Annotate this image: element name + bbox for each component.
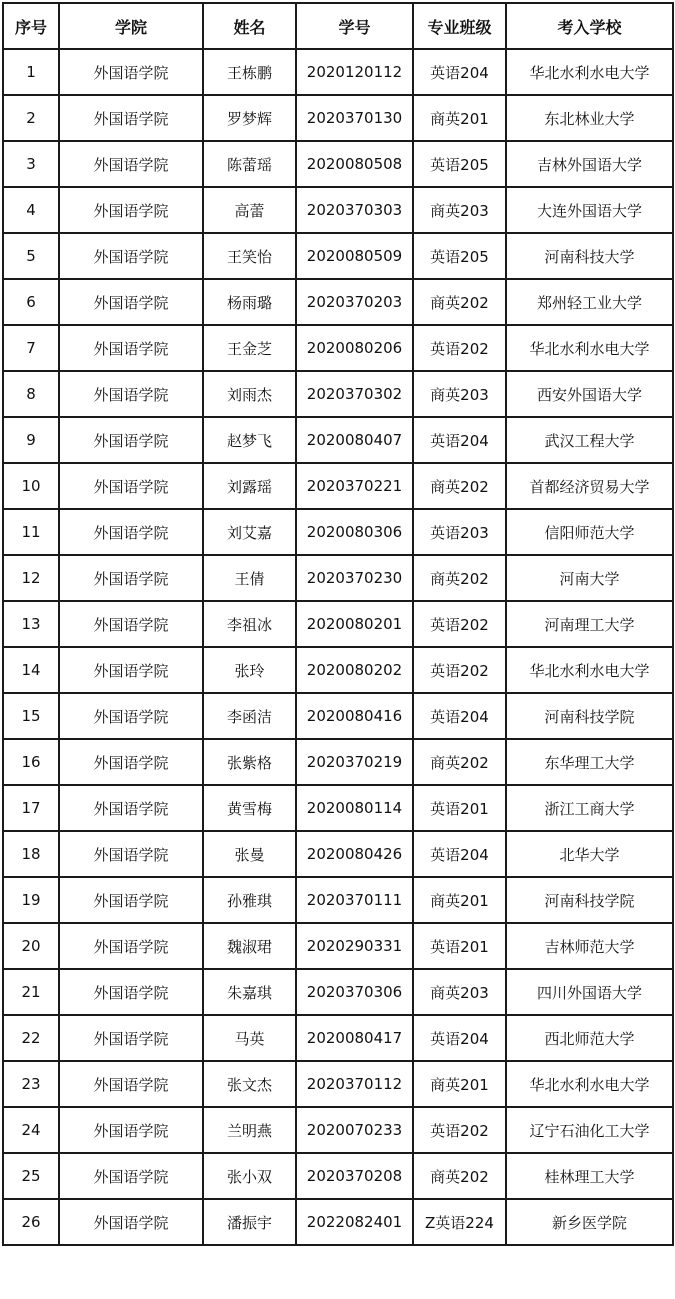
- cell-college: 外国语学院: [59, 877, 203, 923]
- table-row: [3, 371, 673, 417]
- cell-college: 外国语学院: [59, 1107, 203, 1153]
- cell-college: 外国语学院: [59, 1153, 203, 1199]
- table-row: [3, 1153, 673, 1199]
- table-row: [3, 555, 673, 601]
- cell-admitted-school: 浙江工商大学: [506, 785, 673, 831]
- cell-student-id: 2020290331: [296, 923, 413, 969]
- table-row: [3, 1061, 673, 1107]
- cell-name: 张小双: [203, 1153, 296, 1199]
- cell-name: 孙雅琪: [203, 877, 296, 923]
- table-row: [3, 325, 673, 371]
- table-row: [3, 1015, 673, 1061]
- table-row: [3, 877, 673, 923]
- cell-student-id: 2020370230: [296, 555, 413, 601]
- cell-admitted-school: 四川外国语大学: [506, 969, 673, 1015]
- cell-index: 23: [3, 1061, 59, 1107]
- cell-college: 外国语学院: [59, 969, 203, 1015]
- cell-class: 英语201: [413, 923, 506, 969]
- cell-name: 王金芝: [203, 325, 296, 371]
- cell-name: 潘振宇: [203, 1199, 296, 1245]
- cell-admitted-school: 河南理工大学: [506, 601, 673, 647]
- cell-index: 6: [3, 279, 59, 325]
- cell-class: Z英语224: [413, 1199, 506, 1245]
- cell-index: 26: [3, 1199, 59, 1245]
- cell-admitted-school: 河南大学: [506, 555, 673, 601]
- cell-name: 李祖冰: [203, 601, 296, 647]
- cell-name: 张曼: [203, 831, 296, 877]
- cell-name: 刘露瑶: [203, 463, 296, 509]
- cell-class: 英语204: [413, 49, 506, 95]
- cell-student-id: 2020370302: [296, 371, 413, 417]
- cell-admitted-school: 信阳师范大学: [506, 509, 673, 555]
- cell-index: 24: [3, 1107, 59, 1153]
- cell-index: 17: [3, 785, 59, 831]
- table-row: [3, 647, 673, 693]
- cell-student-id: 2020080114: [296, 785, 413, 831]
- cell-index: 1: [3, 49, 59, 95]
- table-row: [3, 187, 673, 233]
- cell-name: 魏淑珺: [203, 923, 296, 969]
- cell-class: 英语204: [413, 831, 506, 877]
- cell-class: 商英202: [413, 463, 506, 509]
- cell-class: 商英201: [413, 95, 506, 141]
- cell-admitted-school: 新乡医学院: [506, 1199, 673, 1245]
- cell-admitted-school: 华北水利水电大学: [506, 1061, 673, 1107]
- cell-name: 杨雨璐: [203, 279, 296, 325]
- cell-index: 12: [3, 555, 59, 601]
- cell-student-id: 2020370111: [296, 877, 413, 923]
- cell-name: 朱嘉琪: [203, 969, 296, 1015]
- cell-index: 4: [3, 187, 59, 233]
- table-row: [3, 785, 673, 831]
- cell-index: 9: [3, 417, 59, 463]
- table-row: [3, 141, 673, 187]
- table-body: [3, 49, 673, 1245]
- cell-student-id: 2020080407: [296, 417, 413, 463]
- cell-name: 兰明燕: [203, 1107, 296, 1153]
- cell-admitted-school: 华北水利水电大学: [506, 49, 673, 95]
- cell-student-id: 2020370112: [296, 1061, 413, 1107]
- cell-student-id: 2020080417: [296, 1015, 413, 1061]
- cell-student-id: 2022082401: [296, 1199, 413, 1245]
- cell-college: 外国语学院: [59, 279, 203, 325]
- table-row: [3, 693, 673, 739]
- cell-student-id: 2020370221: [296, 463, 413, 509]
- cell-index: 20: [3, 923, 59, 969]
- cell-admitted-school: 河南科技学院: [506, 877, 673, 923]
- cell-class: 商英201: [413, 877, 506, 923]
- cell-name: 刘雨杰: [203, 371, 296, 417]
- header-admitted-school: 考入学校: [506, 3, 673, 49]
- cell-admitted-school: 首都经济贸易大学: [506, 463, 673, 509]
- cell-index: 10: [3, 463, 59, 509]
- cell-admitted-school: 吉林师范大学: [506, 923, 673, 969]
- cell-college: 外国语学院: [59, 693, 203, 739]
- cell-index: 7: [3, 325, 59, 371]
- cell-name: 张玲: [203, 647, 296, 693]
- cell-admitted-school: 东华理工大学: [506, 739, 673, 785]
- cell-college: 外国语学院: [59, 739, 203, 785]
- cell-admitted-school: 桂林理工大学: [506, 1153, 673, 1199]
- cell-class: 商英203: [413, 371, 506, 417]
- cell-college: 外国语学院: [59, 233, 203, 279]
- cell-student-id: 2020080201: [296, 601, 413, 647]
- cell-college: 外国语学院: [59, 1061, 203, 1107]
- cell-class: 英语202: [413, 601, 506, 647]
- cell-class: 英语203: [413, 509, 506, 555]
- cell-college: 外国语学院: [59, 601, 203, 647]
- cell-name: 张文杰: [203, 1061, 296, 1107]
- cell-student-id: 2020080416: [296, 693, 413, 739]
- cell-class: 商英202: [413, 555, 506, 601]
- table-row: [3, 279, 673, 325]
- cell-student-id: 2020370306: [296, 969, 413, 1015]
- table-row: [3, 1107, 673, 1153]
- cell-college: 外国语学院: [59, 95, 203, 141]
- cell-name: 王倩: [203, 555, 296, 601]
- cell-student-id: 2020370130: [296, 95, 413, 141]
- cell-admitted-school: 西北师范大学: [506, 1015, 673, 1061]
- table-row: [3, 601, 673, 647]
- table-row: [3, 509, 673, 555]
- cell-student-id: 2020370208: [296, 1153, 413, 1199]
- cell-class: 英语204: [413, 417, 506, 463]
- cell-index: 18: [3, 831, 59, 877]
- cell-admitted-school: 河南科技大学: [506, 233, 673, 279]
- cell-college: 外国语学院: [59, 417, 203, 463]
- cell-student-id: 2020080509: [296, 233, 413, 279]
- cell-student-id: 2020370203: [296, 279, 413, 325]
- table-row: [3, 463, 673, 509]
- cell-class: 英语202: [413, 325, 506, 371]
- cell-index: 15: [3, 693, 59, 739]
- cell-college: 外国语学院: [59, 49, 203, 95]
- cell-college: 外国语学院: [59, 785, 203, 831]
- cell-admitted-school: 郑州轻工业大学: [506, 279, 673, 325]
- table-row: [3, 233, 673, 279]
- cell-college: 外国语学院: [59, 509, 203, 555]
- cell-class: 英语201: [413, 785, 506, 831]
- cell-student-id: 2020080306: [296, 509, 413, 555]
- cell-college: 外国语学院: [59, 463, 203, 509]
- cell-name: 张紫格: [203, 739, 296, 785]
- table-row: [3, 417, 673, 463]
- cell-name: 陈蕾瑶: [203, 141, 296, 187]
- cell-student-id: 2020080206: [296, 325, 413, 371]
- cell-admitted-school: 东北林业大学: [506, 95, 673, 141]
- cell-index: 16: [3, 739, 59, 785]
- cell-class: 商英203: [413, 969, 506, 1015]
- cell-admitted-school: 大连外国语大学: [506, 187, 673, 233]
- cell-class: 商英202: [413, 739, 506, 785]
- header-student-id: 学号: [296, 3, 413, 49]
- cell-index: 11: [3, 509, 59, 555]
- cell-college: 外国语学院: [59, 325, 203, 371]
- cell-name: 赵梦飞: [203, 417, 296, 463]
- cell-name: 黄雪梅: [203, 785, 296, 831]
- cell-index: 3: [3, 141, 59, 187]
- cell-name: 高蕾: [203, 187, 296, 233]
- cell-admitted-school: 武汉工程大学: [506, 417, 673, 463]
- cell-college: 外国语学院: [59, 555, 203, 601]
- cell-name: 李函洁: [203, 693, 296, 739]
- cell-index: 22: [3, 1015, 59, 1061]
- cell-class: 英语204: [413, 1015, 506, 1061]
- cell-admitted-school: 华北水利水电大学: [506, 647, 673, 693]
- cell-index: 13: [3, 601, 59, 647]
- header-index: 序号: [3, 3, 59, 49]
- cell-college: 外国语学院: [59, 923, 203, 969]
- cell-index: 5: [3, 233, 59, 279]
- cell-name: 王栋鹏: [203, 49, 296, 95]
- header-college: 学院: [59, 3, 203, 49]
- table-header-row: [3, 3, 673, 49]
- cell-index: 21: [3, 969, 59, 1015]
- cell-admitted-school: 华北水利水电大学: [506, 325, 673, 371]
- cell-college: 外国语学院: [59, 1199, 203, 1245]
- cell-admitted-school: 西安外国语大学: [506, 371, 673, 417]
- cell-name: 罗梦辉: [203, 95, 296, 141]
- cell-name: 马英: [203, 1015, 296, 1061]
- cell-class: 商英201: [413, 1061, 506, 1107]
- cell-class: 英语205: [413, 141, 506, 187]
- cell-class: 商英202: [413, 1153, 506, 1199]
- admissions-table: [2, 2, 674, 1246]
- cell-college: 外国语学院: [59, 187, 203, 233]
- cell-student-id: 2020370303: [296, 187, 413, 233]
- cell-college: 外国语学院: [59, 647, 203, 693]
- cell-index: 2: [3, 95, 59, 141]
- table-row: [3, 49, 673, 95]
- table-row: [3, 1199, 673, 1245]
- table-row: [3, 923, 673, 969]
- cell-student-id: 2020080426: [296, 831, 413, 877]
- cell-college: 外国语学院: [59, 141, 203, 187]
- table-row: [3, 95, 673, 141]
- cell-student-id: 2020080202: [296, 647, 413, 693]
- cell-admitted-school: 辽宁石油化工大学: [506, 1107, 673, 1153]
- cell-admitted-school: 河南科技学院: [506, 693, 673, 739]
- cell-class: 英语205: [413, 233, 506, 279]
- cell-name: 王笑怡: [203, 233, 296, 279]
- table-row: [3, 969, 673, 1015]
- cell-student-id: 2020370219: [296, 739, 413, 785]
- header-name: 姓名: [203, 3, 296, 49]
- table-row: [3, 739, 673, 785]
- cell-admitted-school: 北华大学: [506, 831, 673, 877]
- cell-class: 商英203: [413, 187, 506, 233]
- table-row: [3, 831, 673, 877]
- cell-index: 14: [3, 647, 59, 693]
- cell-student-id: 2020080508: [296, 141, 413, 187]
- cell-student-id: 2020070233: [296, 1107, 413, 1153]
- cell-class: 英语204: [413, 693, 506, 739]
- cell-college: 外国语学院: [59, 831, 203, 877]
- cell-name: 刘艾嘉: [203, 509, 296, 555]
- cell-college: 外国语学院: [59, 1015, 203, 1061]
- cell-class: 英语202: [413, 1107, 506, 1153]
- cell-admitted-school: 吉林外国语大学: [506, 141, 673, 187]
- cell-class: 商英202: [413, 279, 506, 325]
- cell-college: 外国语学院: [59, 371, 203, 417]
- cell-student-id: 2020120112: [296, 49, 413, 95]
- header-class: 专业班级: [413, 3, 506, 49]
- cell-index: 19: [3, 877, 59, 923]
- cell-index: 25: [3, 1153, 59, 1199]
- cell-class: 英语202: [413, 647, 506, 693]
- cell-index: 8: [3, 371, 59, 417]
